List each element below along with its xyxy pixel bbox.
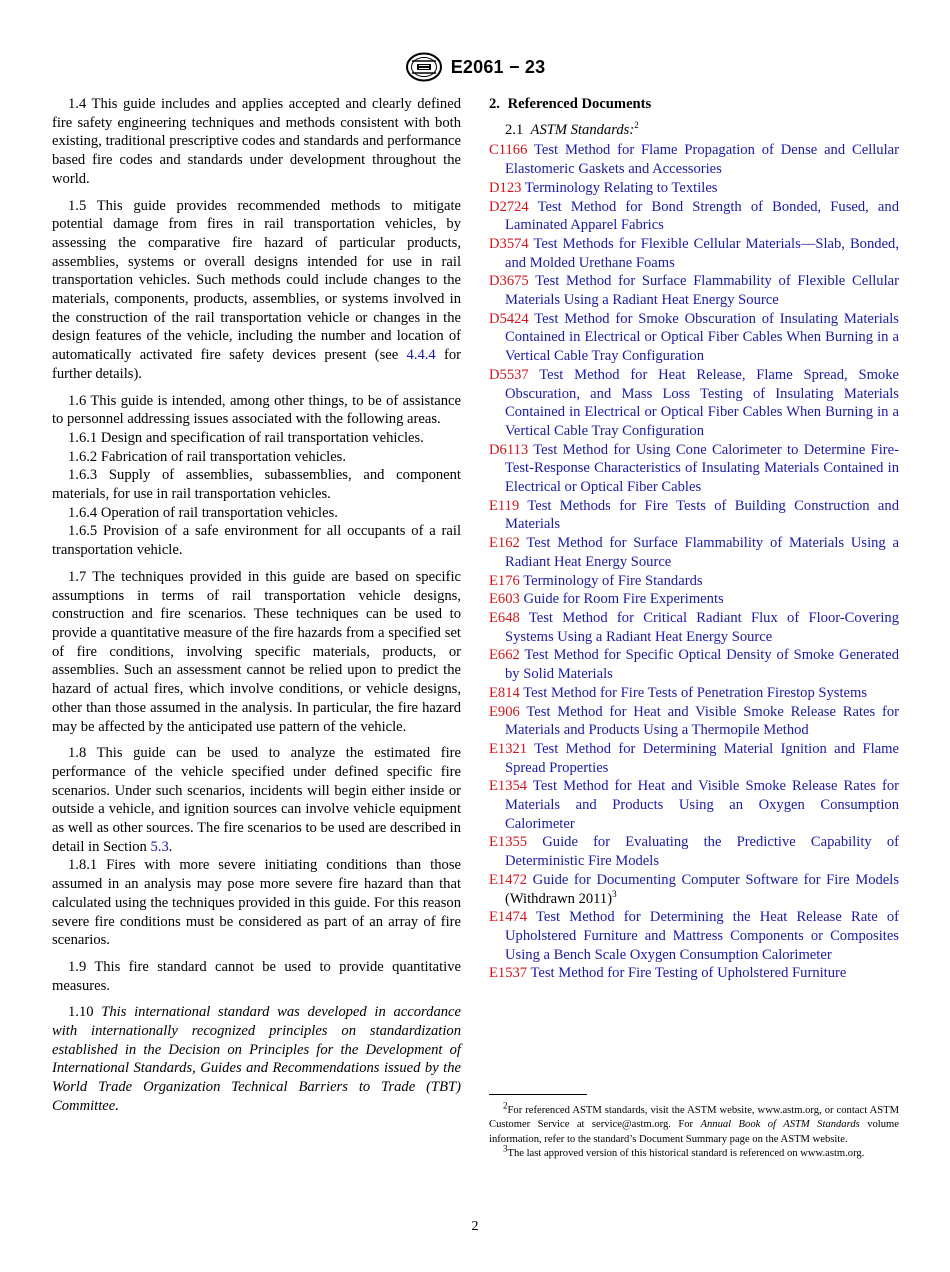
reference-item xyxy=(489,572,899,591)
footnote-divider xyxy=(489,1094,587,1095)
paragraph-1-10: 1.10 This international standard was developed in accordance with internationally recognized principles on standardization established in the Decision on Principles for the Development of International Standards, Guides and Recommendations issued by the World Trade Organization Technical Barriers to Trade (TBT) Committee. xyxy=(52,1004,461,1114)
reference-title-link[interactable]: Test Method for Flame Propagation of Dense and Cellular Elastomeric Gaskets and Accessories xyxy=(505,142,899,178)
reference-title-link[interactable]: Test Method for Determining the Heat Release Rate of Upholstered Furniture and Mattress Components or Composites Using a Bench Scale Oxygen Consumption Calorimeter xyxy=(505,909,899,963)
reference-title-link[interactable]: Guide for Room Fire Experiments xyxy=(523,591,724,608)
reference-item xyxy=(489,833,899,870)
reference-item xyxy=(489,235,899,272)
reference-title-link[interactable]: Test Methods for Fire Tests of Building Construction and Materials xyxy=(505,497,899,533)
reference-item xyxy=(489,272,899,309)
reference-item xyxy=(489,871,899,908)
reference-code-link[interactable]: E119 xyxy=(489,497,520,514)
reference-item xyxy=(489,534,899,571)
reference-title-link[interactable]: Test Method for Heat Release, Flame Spread, Smoke Obscuration, and Mass Loss Testing of Insulating Materials Contained in Electrical or Optical Fiber Cables When Burning in a Vertical Cable Tray Configuration xyxy=(505,366,899,439)
reference-item xyxy=(489,141,899,178)
subsection-heading: 2.1 ASTM Standards:$^2$ xyxy=(505,119,639,138)
reference-code-link[interactable]: D5537 xyxy=(489,366,529,383)
paragraph-1-7: 1.7 The techniques provided in this guide are based on specific assumptions in terms of rail transportation vehicle designs, construction and fire scenarios. These techniques can be used to provide a quantitative measure of the fire hazards from a specified set of fire conditions, involving specific materials, products, or assemblies. Such an assessment cannot be relied upon to predict the hazard of actual fires, which involve conditions, or vehicle designs, other than those assumed in the analysis. In particular, the fire hazard may be affected by the anticipated use pattern of the vehicle. xyxy=(52,568,461,735)
reference-code-link[interactable]: E662 xyxy=(489,647,520,664)
reference-item xyxy=(489,497,899,534)
paragraph-1-6: 1.6 This guide is intended, among other things, to be of assistance to personnel addressing issues associated with the following areas. xyxy=(52,392,461,428)
footnote-3: $^3$The last approved version of this historical standard is referenced on www.astm.org. xyxy=(503,1143,865,1160)
reference-item xyxy=(489,198,899,235)
reference-item xyxy=(489,740,899,777)
paragraph-1-5: 1.5 This guide provides recommended methods to mitigate potential damage from fires in rail transportation vehicles, by assessing the comparative fire hazard of particular products, assemblies, systems or overall designs intended for use in rail transportation vehicles. Such methods could include changes to the materials, components, products, assemblies, or systems involved in the construction of the rail transportation vehicle or changes in the design features of the vehicle, including the number and location of automatically activated fire safety devices present (see 4.4.4 for further details). xyxy=(52,197,461,382)
reference-code-link[interactable]: E1474 xyxy=(489,909,528,926)
reference-title-link[interactable]: Test Method for Bond Strength of Bonded, Fused, and Laminated Apparel Fabrics xyxy=(505,198,900,234)
reference-code-link[interactable]: D123 xyxy=(489,179,522,196)
astm-logo-icon xyxy=(405,52,443,82)
paragraph-1-9: 1.9 This fire standard cannot be used to provide quantitative measures. xyxy=(52,958,461,994)
paragraph-1-4: 1.4 This guide includes and applies accepted and clearly defined fire safety engineering techniques and methods consistent with both existing, traditional prescriptive codes and standards and performance based fire codes and standards under development throughout the world. xyxy=(52,96,461,187)
reference-code-link[interactable]: E162 xyxy=(489,535,520,552)
reference-item xyxy=(489,908,899,964)
footnote-2: $^2$For referenced ASTM standards, visit the ASTM website, www.astm.org, or contact ASTM Customer Service at service@astm.org. For Annual Book of ASTM Standards volume information, refer to the standard’s Document Summary page on the ASTM website. xyxy=(489,1100,899,1145)
paragraph-1-6-2: 1.6.2 Fabrication of rail transportation vehicles. xyxy=(68,448,347,465)
paragraph-1-6-5: 1.6.5 Provision of a safe environment for all occupants of a rail transportation vehicle. xyxy=(52,523,461,559)
reference-list xyxy=(489,141,899,983)
reference-item xyxy=(489,366,899,441)
reference-code-link[interactable]: E603 xyxy=(489,591,520,608)
reference-item xyxy=(489,684,899,703)
paragraph-1-6-1: 1.6.1 Design and specification of rail transportation vehicles. xyxy=(68,429,424,446)
section-link-4-4-4[interactable]: 4.4.4 xyxy=(406,347,436,364)
reference-code-link[interactable]: D2724 xyxy=(489,198,529,215)
reference-title-link[interactable]: Test Method for Determining Material Ignition and Flame Spread Properties xyxy=(505,740,899,776)
reference-code-link[interactable]: E1354 xyxy=(489,778,528,795)
reference-code-link[interactable]: D5424 xyxy=(489,310,529,327)
left-column xyxy=(52,95,461,1116)
reference-code-link[interactable]: C1166 xyxy=(489,142,528,159)
reference-item xyxy=(489,441,899,497)
reference-item xyxy=(489,964,899,983)
reference-code-link[interactable]: E1355 xyxy=(489,834,528,851)
reference-code-link[interactable]: E1321 xyxy=(489,740,528,757)
paragraph-1-8: 1.8 This guide can be used to analyze the estimated fire performance of the vehicle specified under defined specific fire scenarios. Under such scenarios, incidents will begin either inside or outside a vehicle, and ignition sources can involve vehicle equipment as well as other sources. The fire scenarios to be used are described in detail in Section 5.3. xyxy=(52,745,461,855)
reference-code-link[interactable]: D3574 xyxy=(489,235,529,252)
reference-title-link[interactable]: Test Method for Using Cone Calorimeter to Determine Fire-Test-Response Characteristics of Insulating Materials Contained in Electrical or Optical Fiber Cables xyxy=(505,441,899,496)
reference-code-link[interactable]: E648 xyxy=(489,609,520,626)
reference-title-link[interactable]: Test Method for Surface Flammability of Materials Using a Radiant Heat Energy Source xyxy=(505,535,899,570)
page-header xyxy=(0,50,950,84)
reference-item xyxy=(489,590,899,609)
reference-title-link[interactable]: Test Method for Surface Flammability of Flexible Cellular Materials Using a Radiant Heat Energy Source xyxy=(505,273,899,309)
reference-title-link[interactable]: Test Method for Fire Tests of Penetration Firestop Systems xyxy=(523,684,868,701)
reference-title-link[interactable]: Test Method for Heat and Visible Smoke Release Rates for Materials and Products Using a Thermopile Method xyxy=(505,703,899,739)
reference-title-link[interactable]: Test Method for Heat and Visible Smoke Release Rates for Materials and Products Using an Oxygen Consumption Calorimeter xyxy=(505,778,899,832)
reference-code-link[interactable]: E1472 xyxy=(489,871,528,888)
reference-code-link[interactable]: E1537 xyxy=(489,965,528,982)
reference-item xyxy=(489,777,899,833)
reference-item xyxy=(489,646,899,683)
reference-title-link[interactable]: Test Method for Critical Radiant Flux of Floor-Covering Systems Using a Radiant Heat Energy Source xyxy=(505,609,899,645)
reference-item xyxy=(489,310,899,366)
right-column xyxy=(489,95,899,983)
document-designation: E2061 − 23 xyxy=(450,56,546,77)
page-number: 2 xyxy=(471,1219,479,1234)
reference-code-link[interactable]: D6113 xyxy=(489,441,529,458)
reference-title-link[interactable]: Terminology of Fire Standards xyxy=(523,572,703,589)
section-heading: 2. Referenced Documents xyxy=(489,96,652,112)
reference-title-link[interactable]: Guide for Documenting Computer Software for Fire Models xyxy=(532,871,900,888)
reference-note: (Withdrawn 2011) xyxy=(505,890,613,907)
footnote-marker: 3 xyxy=(612,888,617,899)
paragraph-1-6-3: 1.6.3 Supply of assemblies, subassemblies, and component materials, for use in rail transportation vehicles. xyxy=(52,467,461,503)
paragraph-1-8-1: 1.8.1 Fires with more severe initiating conditions than those assumed in an analysis may pose more severe fire hazard than that calculated using the techniques provided in this guide. For this reason severe fire conditions must be considered as part of an array of fire scenarios. xyxy=(52,857,461,949)
reference-title-link[interactable]: Test Method for Smoke Obscuration of Insulating Materials Contained in Electrical or Optical Fiber Cables When Burning in a Vertical Cable Tray Configuration xyxy=(505,310,899,365)
reference-item xyxy=(489,609,899,646)
reference-title-link[interactable]: Test Method for Specific Optical Density of Smoke Generated by Solid Materials xyxy=(505,647,899,683)
reference-title-link[interactable]: Test Method for Fire Testing of Upholstered Furniture xyxy=(530,965,847,982)
section-link-5-3[interactable]: 5.3 xyxy=(150,838,169,855)
paragraph-1-6-4: 1.6.4 Operation of rail transportation vehicles. xyxy=(68,504,338,521)
reference-item xyxy=(489,703,899,740)
footnotes xyxy=(489,1100,899,1162)
reference-item xyxy=(489,179,899,198)
reference-title-link[interactable]: Terminology Relating to Textiles xyxy=(524,179,718,196)
reference-code-link[interactable]: E906 xyxy=(489,703,520,720)
reference-title-link[interactable]: Test Methods for Flexible Cellular Materials—Slab, Bonded, and Molded Urethane Foams xyxy=(505,235,899,271)
reference-code-link[interactable]: D3675 xyxy=(489,273,529,290)
reference-title-link[interactable]: Guide for Evaluating the Predictive Capability of Deterministic Fire Models xyxy=(505,834,899,870)
reference-code-link[interactable]: E814 xyxy=(489,684,520,701)
reference-code-link[interactable]: E176 xyxy=(489,572,520,589)
